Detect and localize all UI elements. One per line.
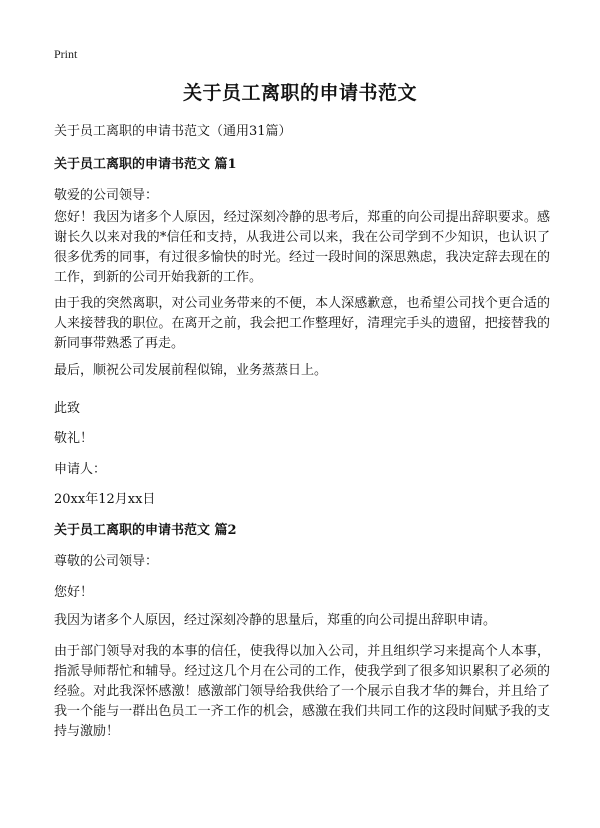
paragraph: 最后，顺祝公司发展前程似锦，业务蒸蒸日上。	[54, 363, 328, 378]
paragraph: 我因为诸多个人原因，经过深刻冷静的思量后，郑重的向公司提出辞职申请。	[54, 613, 497, 628]
section-heading: 关于员工离职的申请书范文 篇1	[54, 157, 237, 172]
hello-line: 您好！	[54, 585, 94, 600]
paragraph: 由于部门领导对我的本事的信任，使我得以加入公司，并且组织学习来提高个人本事，指派导师帮忙和辅导。经过这几个月在公司的工作，使我学到了很多知识累积了必须的经验。对此我深怀感激！感激部门领导给我供给了一个展示自我才华的舞台，并且给了我一个能与一群出色员工一齐工作的机会，感激在我们共同工作的这段时间赋予我的支持与激励！	[54, 644, 550, 739]
document-subtitle: 关于员工离职的申请书范文（通用31篇）	[54, 124, 292, 139]
date-line: 20xx年12月xx日	[54, 492, 156, 507]
paragraph: 您好！我因为诸多个人原因，经过深刻冷静的思考后，郑重的向公司提出辞职要求。感谢长久以来对我的*信任和支持，从我进公司以来，我在公司学到不少知识，也认识了很多优秀的同事，有过很多愉快的时光。经过一段时间的深思熟虑，我决定辞去现在的工作，到新的公司开始我新的工作。	[54, 210, 550, 285]
greeting: 尊敬的公司领导：	[54, 554, 159, 569]
section-heading: 关于员工离职的申请书范文 篇2	[54, 523, 237, 538]
closing-line: 此致	[54, 401, 81, 416]
document-title: 关于员工离职的申请书范文	[182, 82, 417, 104]
signer-label: 申请人：	[54, 462, 107, 477]
print-label: Print	[54, 47, 78, 61]
greeting: 敬爱的公司领导：	[54, 188, 159, 203]
paragraph: 由于我的突然离职，对公司业务带来的不便，本人深感歉意，也希望公司找个更合适的人来接替我的职位。在离开之前，我会把工作整理好，清理完手头的遗留，把接替我的新同事带熟悉了再走。	[54, 296, 550, 351]
closing-line: 敬礼！	[54, 431, 94, 446]
